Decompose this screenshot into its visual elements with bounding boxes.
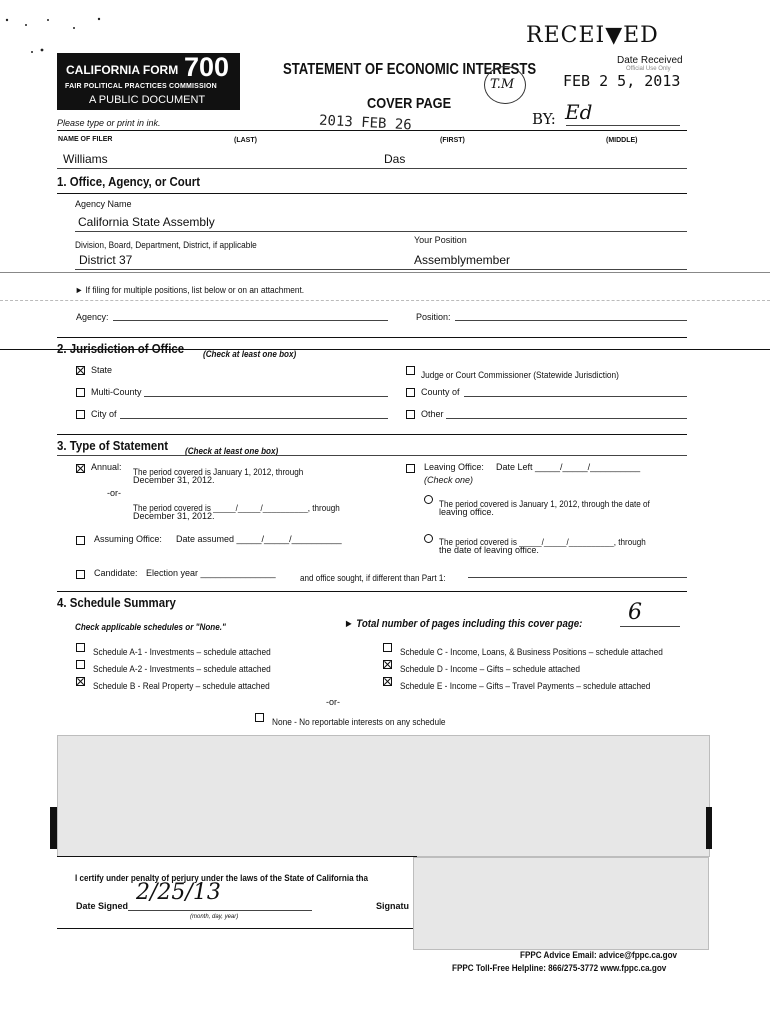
advice-email-text: FPPC Advice Email: advice@fppc.ca.gov — [520, 950, 678, 960]
by-initials: Ed — [565, 100, 593, 124]
section-3-subtitle-text: (Check at least one box) — [185, 446, 279, 456]
annual-text-3-span: The period covered is _____/_____/__________, through — [133, 503, 340, 513]
annual-text-2: December 31, 2012. — [133, 475, 215, 485]
section-5-bottom-rule — [57, 928, 417, 929]
city-of-line[interactable] — [120, 418, 388, 419]
candidate-checkbox[interactable] — [76, 570, 85, 579]
signature-label: Signatu — [376, 901, 409, 911]
leaving-date: Date Left _____/_____/__________ — [496, 462, 641, 472]
office-sought-line[interactable] — [468, 577, 687, 578]
leaving-office-label: Leaving Office: — [424, 462, 484, 472]
section-1-text: 1. Office, Agency, or Court — [57, 174, 201, 189]
schedule-e-text: Schedule E - Income – Gifts – Travel Payments – schedule attached — [400, 681, 651, 691]
date-signed-label: Date Signed — [76, 901, 129, 911]
annual-text-1-span: The period covered is January 1, 2012, through — [133, 467, 304, 477]
public-document: A PUBLIC DOCUMENT — [89, 94, 206, 106]
agency-name-label: Agency Name — [75, 199, 132, 209]
scan-artifact-line — [0, 272, 770, 273]
total-pages-line — [620, 626, 680, 627]
received-stamp: RECEI▼ED — [526, 23, 659, 48]
position-value: Assemblymember — [414, 253, 511, 267]
schedule-b-text: Schedule B - Real Property – schedule attached — [93, 681, 270, 691]
position-line-label: Position: — [416, 312, 451, 322]
schedule-b-label — [93, 676, 285, 694]
section-2-text: 2. Jurisdiction of Office — [57, 341, 185, 356]
none-checkbox[interactable] — [255, 713, 264, 722]
leaving-option-2a-text: The period covered is _____/_____/__________, through — [439, 537, 646, 547]
first-label: (FIRST) — [440, 137, 465, 144]
multiple-positions-note — [75, 280, 324, 298]
date-signed-line[interactable] — [128, 910, 312, 911]
candidate-text: Election year _______________ — [146, 568, 276, 578]
section-5-divider — [57, 856, 417, 857]
assuming-office-label: Assuming Office: — [94, 534, 162, 544]
by-line — [566, 125, 680, 126]
form-title — [283, 61, 592, 79]
annual-checkbox[interactable] — [76, 464, 85, 473]
leaving-option-1b: leaving office. — [439, 507, 494, 517]
schedule-a1-label — [93, 642, 286, 660]
section-3-text: 3. Type of Statement — [57, 438, 169, 453]
city-of-checkbox[interactable] — [76, 410, 85, 419]
agency-line-label: Agency: — [76, 312, 109, 322]
leaving-office-checkbox[interactable] — [406, 464, 415, 473]
date-received-sub: Official Use Only — [626, 66, 671, 72]
stamp-date: FEB 2 5, 2013 — [563, 72, 681, 90]
multiple-positions-text: ► If filing for multiple positions, list below or on an attachment. — [75, 285, 305, 295]
section-4-title — [57, 595, 192, 610]
section-4-top-rule — [57, 591, 687, 592]
section-2-subtitle — [203, 344, 307, 362]
cover-page-text: COVER PAGE — [367, 95, 452, 112]
filer-top-rule — [57, 130, 687, 131]
total-pages-label — [344, 614, 615, 632]
or-divider-1: -or- — [107, 488, 121, 498]
multi-county-checkbox[interactable] — [76, 388, 85, 397]
filer-first-name: Das — [384, 152, 406, 166]
middle-label: (MIDDLE) — [606, 137, 638, 144]
redacted-region-signature — [413, 857, 709, 950]
schedule-a2-text: Schedule A-2 - Investments – schedule attached — [93, 664, 271, 674]
none-text: None - No reportable interests on any schedule — [272, 717, 446, 727]
city-of-label: City of — [91, 409, 117, 419]
division-value: District 37 — [79, 253, 133, 267]
section-2-strike-rule — [0, 349, 770, 350]
candidate-text-2-span: and office sought, if different than Part 1: — [300, 573, 446, 583]
schedule-c-label — [400, 642, 686, 660]
scan-specks — [4, 14, 114, 54]
schedule-b-checkbox[interactable] — [76, 677, 85, 686]
form-name: CALIFORNIA FORM — [66, 63, 179, 77]
section-1-title — [57, 174, 220, 189]
title-text: STATEMENT OF ECONOMIC INTERESTS — [283, 61, 537, 78]
schedule-check-note-text: Check applicable schedules or "None." — [75, 622, 226, 632]
cover-page-title — [367, 95, 466, 113]
annual-text-4: December 31, 2012. — [133, 511, 215, 521]
total-pages-text: ► Total number of pages including this cover page: — [344, 618, 583, 630]
schedule-a2-label — [93, 659, 286, 677]
total-pages-value: 6 — [628, 600, 642, 625]
leaving-option-2-radio[interactable] — [424, 534, 433, 543]
schedule-c-text: Schedule C - Income, Loans, & Business Positions – schedule attached — [400, 647, 663, 657]
division-label — [75, 235, 273, 253]
leaving-option-1-radio[interactable] — [424, 495, 433, 504]
assuming-office-text: Date assumed _____/_____/__________ — [176, 534, 342, 544]
your-position-label: Your Position — [414, 235, 467, 245]
county-of-label: County of — [421, 387, 460, 397]
other-checkbox[interactable] — [406, 410, 415, 419]
form-number: 700 — [184, 52, 230, 82]
agency-name-value: California State Assembly — [78, 215, 215, 229]
division-label-text: Division, Board, Department, District, if applicable — [75, 240, 257, 250]
scan-artifact-line-2 — [0, 300, 770, 301]
redacted-right-bar — [706, 807, 712, 849]
by-label: BY: — [532, 110, 556, 128]
certify-text: I certify under penalty of perjury under the laws of the State of California tha — [75, 873, 369, 883]
none-label — [272, 712, 461, 730]
section-1-rule — [57, 193, 687, 194]
certify-statement — [75, 868, 401, 886]
date-received-label: Date Received — [617, 55, 683, 66]
filer-last-name: Williams — [63, 152, 108, 166]
section-3-top-rule — [57, 434, 687, 435]
judge-checkbox[interactable] — [406, 366, 415, 375]
agency-line — [75, 231, 687, 232]
leaving-option-2b: the date of leaving office. — [439, 545, 539, 555]
schedule-d-label — [400, 659, 596, 677]
tm-mark: T.M — [490, 77, 515, 92]
county-of-line[interactable] — [464, 396, 687, 397]
assuming-office-checkbox[interactable] — [76, 536, 85, 545]
helpline-text: FPPC Toll-Free Helpline: 866/275-3772 www.fppc.ca.gov — [452, 963, 667, 973]
filer-bottom-rule — [57, 168, 687, 169]
judge-label — [421, 365, 636, 383]
candidate-text-2 — [300, 568, 462, 586]
judge-text: Judge or Court Commissioner (Statewide Jurisdiction) — [421, 370, 619, 380]
or-divider-2: -or- — [326, 697, 340, 707]
commission-name: FAIR POLITICAL PRACTICES COMMISSION — [65, 83, 217, 90]
section-3-title — [57, 438, 183, 453]
state-checkbox[interactable] — [76, 366, 85, 375]
schedule-d-text: Schedule D - Income – Gifts – schedule attached — [400, 664, 580, 674]
scan-noise — [4, 14, 114, 54]
last-label: (LAST) — [234, 137, 257, 144]
helpline — [452, 958, 690, 976]
schedule-c-checkbox[interactable] — [383, 643, 392, 652]
stamp-overlay: 2013 FEB 26 — [318, 112, 413, 134]
redacted-left-bar — [50, 807, 57, 849]
name-of-filer-label: NAME OF FILER — [58, 136, 113, 143]
date-format-note: (month, day, year) — [190, 914, 239, 920]
schedule-check-note — [75, 617, 243, 635]
section-2-subtitle-text: (Check at least one box) — [203, 349, 297, 359]
date-signed-value: 2/25/13 — [136, 880, 221, 905]
schedule-a2-checkbox[interactable] — [76, 660, 85, 669]
state-label: State — [91, 365, 113, 375]
position-fill-line[interactable] — [455, 320, 687, 321]
section-3-subtitle — [185, 441, 289, 459]
section-4-text: 4. Schedule Summary — [57, 595, 176, 610]
candidate-label: Candidate: — [94, 568, 138, 578]
redacted-region-main — [57, 735, 710, 857]
schedule-a1-checkbox[interactable] — [76, 643, 85, 652]
division-line — [75, 269, 687, 270]
multi-county-label: Multi-County — [91, 387, 142, 397]
schedule-e-label — [400, 676, 672, 694]
schedule-a1-text: Schedule A-1 - Investments – schedule attached — [93, 647, 271, 657]
other-label: Other — [421, 409, 444, 419]
annual-label: Annual: — [91, 462, 122, 472]
leaving-option-1a-text: The period covered is January 1, 2012, through the date of — [439, 499, 650, 509]
other-line[interactable] — [446, 418, 687, 419]
multi-county-line[interactable] — [144, 396, 388, 397]
agency-fill-line[interactable] — [113, 320, 388, 321]
section-2-top-rule — [57, 337, 687, 338]
please-type-note: Please type or print in ink. — [57, 118, 161, 128]
schedule-e-checkbox[interactable] — [383, 677, 392, 686]
county-of-checkbox[interactable] — [406, 388, 415, 397]
schedule-d-checkbox[interactable] — [383, 660, 392, 669]
check-one-note: (Check one) — [424, 475, 474, 485]
section-3-rule — [57, 455, 687, 456]
form-700-box — [57, 53, 240, 110]
